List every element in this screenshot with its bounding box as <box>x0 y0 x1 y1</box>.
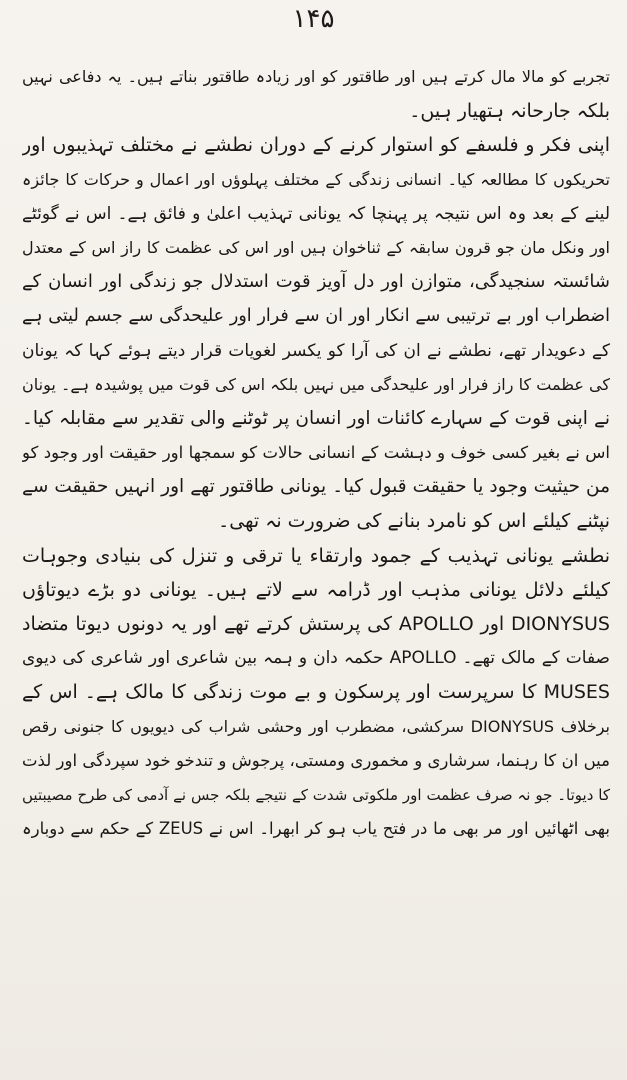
text-line: کیلئے دلائل یونانی مذہب اور ڈرامہ سے لاتے ہیں۔ یونانی دو بڑے دیوتاؤں <box>22 578 610 601</box>
text-line: کی عظمت کا راز فرار اور علیحدگی میں نہیں بلکہ اس کی قوت میں پوشیدہ ہے۔ یونان <box>22 374 610 394</box>
text-line: کے دعویدار تھے، نطشے نے ان کی آرا کو یکسر لغویات قرار دیتے ہوئے کہا کہ یونان <box>22 340 610 361</box>
text-line: شائستہ سنجیدگی، متوازن اور دل آویز قوت استدلال جو زندگی اور انسان کے <box>22 271 610 293</box>
text-line: DIONYSUS اور APOLLO کی پرستش کرتے تھے اور یہ دونوں دیوتا متضاد <box>22 613 610 635</box>
text-line: من حیثیت وجود یا حقیقت قبول کیا۔ یونانی طاقتور تھے اور انہیں حقیقت سے <box>22 476 610 498</box>
text-line: نے اپنی قوت کے سہارے کائنات اور انسان پر ٹوٹنے والی تقدیر سے مقابلہ کیا۔ <box>22 407 610 429</box>
text-line: بھی اٹھائیں اور مر بھی ما در فتح یاب ہو کر ابھرا۔ اس نے ZEUS کے حکم سے دوبارہ <box>22 819 610 839</box>
text-line: برخلاف DIONYSUS سرکشی، مضطرب اور وحشی شراب کی دیویوں کا جنونی رقص <box>22 716 610 736</box>
text-line: اس نے بغیر کسی خوف و دہشت کے انسانی حالات کو سمجھا اور حقیقت اور وجود کو <box>22 443 610 463</box>
text-line: اضطراب اور بے ترتیبی سے انکار اور ان سے فرار اور علیحدگی سے جسم لیتی ہے <box>22 306 610 327</box>
text-line: اپنی فکر و فلسفے کو استوار کرنے کے دوران نطشے نے مختلف تہذیبوں اور <box>22 134 610 157</box>
text-line: اور ونکل مان جو قرون سابقہ کے ثناخوان ہیں اور اس کی عظمت کا راز اس کے معتدل <box>22 237 610 257</box>
text-line: لینے کے بعد وہ اس نتیجہ پر پہنچا کہ یونانی تہذیب اعلیٰ و فائق ہے۔ اس نے گوئٹے <box>22 203 610 224</box>
text-line: تجربے کو مالا مال کرتے ہیں اور طاقتور کو اور زیادہ طاقتور بناتے ہیں۔ یہ دفاعی نہیں <box>22 67 610 86</box>
body-text <box>22 60 610 846</box>
text-line: کا دیوتا۔ جو نہ صرف عظمت اور ملکوتی شدت کے نتیجے بلکہ جس نے آدمی کی طرح مصیبتیں <box>22 785 610 804</box>
text-line: نطشے یونانی تہذیب کے جمود وارتقاء یا ترقی و تنزل کی بنیادی وجوہات <box>22 544 610 567</box>
page-number: ۱۴۵ <box>292 4 335 34</box>
text-line: میں ان کا رہنما، سرشاری و مخموری ومستی، پرجوش و تندخو خود سپردگی اور لذت <box>22 750 610 770</box>
text-line: صفات کے مالک تھے۔ APOLLO حکمہ دان و ہمہ بین شاعری اور شاعری کی دیوی <box>22 648 610 669</box>
text-line: بلکہ جارحانہ ہتھیار ہیں۔ <box>409 100 610 123</box>
text-line: تحریکوں کا مطالعہ کیا۔ انسانی زندگی کے مختلف پہلوؤں اور اعمال و حرکات کا جائزہ <box>22 169 610 189</box>
text-line: MUSES کا سرپرست اور پرسکون و بے موت زندگی کا مالک ہے۔ اس کے <box>22 681 610 704</box>
text-line: نپٹنے کیلئے اس کو نامرد بنانے کی ضرورت نہ تھی۔ <box>218 510 610 533</box>
